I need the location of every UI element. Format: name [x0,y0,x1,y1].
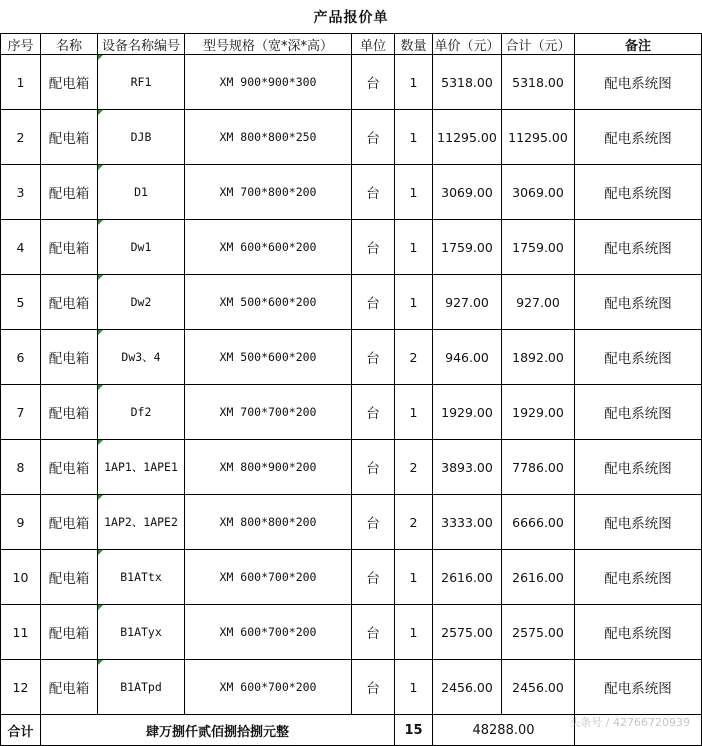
header-qty[interactable]: 数量 [395,34,433,55]
cell-total[interactable]: 927.00 [502,275,575,330]
cell-remark[interactable]: 配电系统图 [575,165,702,220]
cell-unit-price[interactable]: 1759.00 [433,220,502,275]
cell-no[interactable]: 5 [1,275,41,330]
cell-unit[interactable]: 台 [352,605,395,660]
table-row [1,495,702,550]
cell-unit-price[interactable]: 1929.00 [433,385,502,440]
cell-name[interactable]: 配电箱 [41,660,98,715]
cell-name[interactable]: 配电箱 [41,110,98,165]
cell-device-code[interactable]: 1AP1、1APE1 [98,440,185,495]
table-row [1,55,702,110]
cell-unit-price[interactable]: 2616.00 [433,550,502,605]
cell-unit[interactable]: 台 [352,495,395,550]
cell-no[interactable]: 1 [1,55,41,110]
cell-qty[interactable]: 1 [395,165,433,220]
cell-remark[interactable]: 配电系统图 [575,605,702,660]
total-qty[interactable]: 15 [395,715,433,746]
cell-name[interactable]: 配电箱 [41,605,98,660]
header-remark[interactable]: 备注 [575,34,702,55]
cell-spec[interactable]: XM 600*700*200 [185,660,352,715]
cell-spec[interactable]: XM 800*900*200 [185,440,352,495]
cell-total[interactable]: 2575.00 [502,605,575,660]
cell-spec[interactable]: XM 600*700*200 [185,550,352,605]
cell-device-code[interactable]: Df2 [98,385,185,440]
cell-unit-price[interactable]: 5318.00 [433,55,502,110]
table-row [1,330,702,385]
cell-qty[interactable]: 2 [395,495,433,550]
cell-qty[interactable]: 1 [395,605,433,660]
cell-qty[interactable]: 1 [395,110,433,165]
cell-no[interactable]: 9 [1,495,41,550]
cell-no[interactable]: 12 [1,660,41,715]
cell-name[interactable]: 配电箱 [41,165,98,220]
cell-spec[interactable]: XM 800*800*250 [185,110,352,165]
watermark: 头条号 / 42766720939 [569,716,690,729]
cell-device-code[interactable]: B1ATyx [98,605,185,660]
cell-total[interactable]: 2456.00 [502,660,575,715]
cell-total[interactable]: 5318.00 [502,55,575,110]
cell-unit[interactable]: 台 [352,220,395,275]
cell-total[interactable]: 7786.00 [502,440,575,495]
cell-no[interactable]: 4 [1,220,41,275]
cell-remark[interactable]: 配电系统图 [575,275,702,330]
cell-total[interactable]: 3069.00 [502,165,575,220]
cell-remark[interactable]: 配电系统图 [575,330,702,385]
header-price[interactable]: 单价（元） [433,34,502,55]
header-no[interactable]: 序号 [1,34,41,55]
cell-remark[interactable]: 配电系统图 [575,495,702,550]
cell-unit[interactable]: 台 [352,330,395,385]
cell-device-code[interactable]: Dw3、4 [98,330,185,385]
total-amount-words[interactable]: 肆万捌仟贰佰捌拾捌元整 [41,715,395,746]
header-spec[interactable]: 型号规格（宽*深*高） [185,34,352,55]
cell-spec[interactable]: XM 600*700*200 [185,605,352,660]
table-row [1,165,702,220]
cell-device-code[interactable]: Dw1 [98,220,185,275]
cell-name[interactable]: 配电箱 [41,550,98,605]
table-row [1,550,702,605]
cell-device-code[interactable]: Dw2 [98,275,185,330]
cell-total[interactable]: 2616.00 [502,550,575,605]
cell-name[interactable]: 配电箱 [41,385,98,440]
table-row [1,605,702,660]
table-row [1,220,702,275]
cell-unit-price[interactable]: 3069.00 [433,165,502,220]
cell-unit[interactable]: 台 [352,440,395,495]
quotation-table [0,33,702,746]
cell-device-code[interactable]: DJB [98,110,185,165]
cell-remark[interactable]: 配电系统图 [575,110,702,165]
cell-spec[interactable]: XM 700*800*200 [185,165,352,220]
cell-unit[interactable]: 台 [352,385,395,440]
cell-qty[interactable]: 1 [395,55,433,110]
cell-name[interactable]: 配电箱 [41,55,98,110]
header-total[interactable]: 合计（元） [502,34,575,55]
cell-unit[interactable]: 台 [352,55,395,110]
cell-total[interactable]: 11295.00 [502,110,575,165]
cell-remark[interactable]: 配电系统图 [575,660,702,715]
cell-no[interactable]: 11 [1,605,41,660]
header-name[interactable]: 名称 [41,34,98,55]
cell-name[interactable]: 配电箱 [41,220,98,275]
table-row [1,660,702,715]
header-row [1,34,702,55]
cell-spec[interactable]: XM 800*800*200 [185,495,352,550]
cell-no[interactable]: 7 [1,385,41,440]
cell-remark[interactable]: 配电系统图 [575,385,702,440]
cell-name[interactable]: 配电箱 [41,330,98,385]
cell-device-code[interactable]: RF1 [98,55,185,110]
cell-device-code[interactable]: 1AP2、1APE2 [98,495,185,550]
sheet-title: 产品报价单 [313,9,389,26]
cell-unit-price[interactable]: 3333.00 [433,495,502,550]
cell-qty[interactable]: 1 [395,220,433,275]
cell-total[interactable]: 1929.00 [502,385,575,440]
cell-name[interactable]: 配电箱 [41,440,98,495]
cell-remark[interactable]: 配电系统图 [575,220,702,275]
cell-no[interactable]: 6 [1,330,41,385]
cell-unit[interactable]: 台 [352,550,395,605]
cell-name[interactable]: 配电箱 [41,495,98,550]
header-code[interactable]: 设备名称编号 [98,34,185,55]
grand-total[interactable]: 48288.00 [433,715,575,746]
cell-remark[interactable]: 配电系统图 [575,550,702,605]
table-row [1,110,702,165]
cell-unit[interactable]: 台 [352,660,395,715]
cell-qty[interactable]: 1 [395,275,433,330]
cell-remark[interactable]: 配电系统图 [575,55,702,110]
cell-no[interactable]: 2 [1,110,41,165]
cell-no[interactable]: 10 [1,550,41,605]
cell-spec[interactable]: XM 500*600*200 [185,330,352,385]
cell-unit-price[interactable]: 946.00 [433,330,502,385]
cell-qty[interactable]: 2 [395,330,433,385]
cell-remark[interactable]: 配电系统图 [575,440,702,495]
cell-spec[interactable]: XM 600*600*200 [185,220,352,275]
table-row [1,275,702,330]
cell-no[interactable]: 3 [1,165,41,220]
cell-device-code[interactable]: D1 [98,165,185,220]
cell-unit[interactable]: 台 [352,275,395,330]
table-body [1,55,702,715]
cell-spec[interactable]: XM 500*600*200 [185,275,352,330]
cell-unit-price[interactable]: 11295.00 [433,110,502,165]
cell-qty[interactable]: 1 [395,385,433,440]
table-row [1,440,702,495]
cell-total[interactable]: 1892.00 [502,330,575,385]
header-unit[interactable]: 单位 [352,34,395,55]
cell-total[interactable]: 1759.00 [502,220,575,275]
cell-qty[interactable]: 1 [395,550,433,605]
cell-unit-price[interactable]: 2575.00 [433,605,502,660]
cell-unit-price[interactable]: 2456.00 [433,660,502,715]
cell-unit-price[interactable]: 927.00 [433,275,502,330]
cell-device-code[interactable]: B1ATtx [98,550,185,605]
cell-unit-price[interactable]: 3893.00 [433,440,502,495]
total-label[interactable]: 合计 [1,715,41,746]
cell-name[interactable]: 配电箱 [41,275,98,330]
cell-total[interactable]: 6666.00 [502,495,575,550]
cell-spec[interactable]: XM 700*700*200 [185,385,352,440]
cell-device-code[interactable]: B1ATpd [98,660,185,715]
cell-no[interactable]: 8 [1,440,41,495]
cell-spec[interactable]: XM 900*900*300 [185,55,352,110]
table-row [1,385,702,440]
cell-qty[interactable]: 1 [395,660,433,715]
cell-qty[interactable]: 2 [395,440,433,495]
cell-unit[interactable]: 台 [352,110,395,165]
cell-unit[interactable]: 台 [352,165,395,220]
